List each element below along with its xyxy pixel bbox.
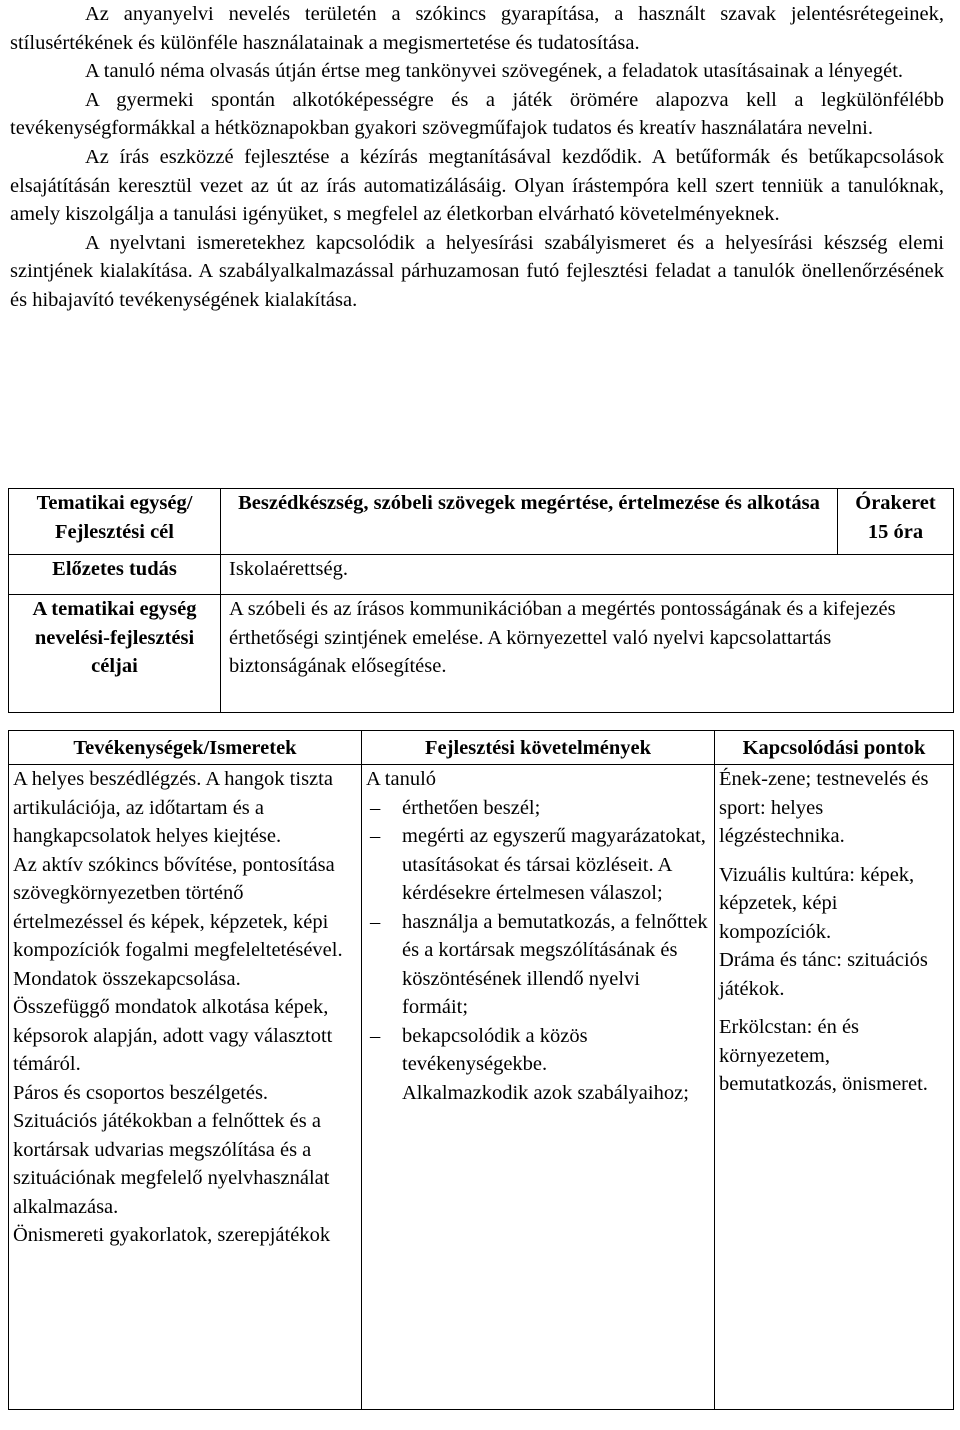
link-item: Erkölcstan: én és környezetem, bemutatkozás, önismeret.: [719, 1016, 928, 1095]
requirements-cell: [362, 765, 715, 1410]
intro-paragraph: Az írás eszközzé fejlesztése a kézírás megtanításával kezdődik. A betűformák és betűkapcsolások elsajátításán keresztül vezet az út az írás automatizálásáig. Olyan írástempóra kell szert tenniük a tanulóknak, amely kiszolgálja a tanulási igényüket, s megfelel az életkorban elvárható követelményeknek.: [10, 145, 944, 226]
links-cell: [715, 765, 954, 1410]
requirements-intro: A tanuló: [366, 768, 437, 790]
content-table: [8, 730, 954, 1410]
link-item: Dráma és tánc: szituációs játékok.: [719, 949, 928, 1000]
hours-label: Órakeret: [855, 492, 936, 514]
activity-item: Mondatok összekapcsolása.: [13, 967, 241, 990]
col-header-links: Kapcsolódási pontok: [715, 731, 954, 765]
unit-title: Beszédkészség, szóbeli szövegek megértése, értelmezése és alkotása: [221, 489, 838, 555]
hours-cell: [838, 489, 954, 555]
goals-value: A szóbeli és az írásos kommunikációban a megértés pontosságának és a kifejezés érthetőségi szintjének emelése. A környezettel való nyelvi kapcsolattartás biztonságának elősegítése.: [221, 595, 954, 713]
intro-paragraph: Az anyanyelvi nevelés területén a szókincs gyarapítása, a használt szavak jelentésrétegeinek, stílusértékének és különféle használatainak a megismertetése és tudatosítása.: [10, 3, 944, 54]
intro-paragraph: A nyelvtani ismeretekhez kapcsolódik a helyesírási szabályismeret és a helyesírási készség elemi szintjének kialakítása. A szabályalkalmazással párhuzamosan futó fejlesztési feladat a tanulók önellenőrzésének és hibajavító tevékenységének kialakítása.: [10, 231, 944, 311]
activities-cell: [9, 765, 362, 1410]
intro-paragraph: A gyermeki spontán alkotóképességre és a játék örömére alapozva kell a legkülönfélébb tevékenységformákkal a hétköznapokban gyakori szövegműfajok tudatos és kreatív használatára nevelni.: [10, 88, 944, 140]
unit-label: Tematikai egység/ Fejlesztési cél: [9, 489, 221, 555]
requirement-item: – bekapcsolódik a közös tevékenységekbe.: [366, 1022, 710, 1079]
activity-item: Páros és csoportos beszélgetés.: [13, 1081, 269, 1104]
requirement-item: – érthetően beszél;: [366, 794, 710, 823]
col-header-activities: Tevékenységek/Ismeretek: [9, 731, 362, 765]
goals-label: A tematikai egység nevelési-fejlesztési céljai: [9, 595, 221, 713]
activity-item: A helyes beszédlégzés. A hangok tiszta artikulációja, az időtartam és a hangkapcsolatok helyes kiejtése.: [13, 768, 333, 847]
link-item: Ének-zene; testnevelés és sport: helyes légzéstechnika.: [719, 768, 929, 847]
activity-item: Az aktív szókincs bővítése, pontosítása szövegkörnyezetben történő értelmezéssel és képek, képzetek, képi kompozíciók fogalmi megfeleltetésével.: [13, 853, 343, 961]
activity-item: Önismereti gyakorlatok, szerepjátékok: [13, 1224, 331, 1246]
link-item: Vizuális kultúra: képek, képzetek, képi kompozíciók.: [719, 863, 915, 943]
activity-item: Szituációs játékokban a felnőttek és a kortársak udvarias megszólítása és a szituációnak megfelelő nyelvhasználat alkalmazása.: [13, 1110, 330, 1218]
requirement-tail: Alkalmazkodik azok szabályaihoz;: [402, 1081, 689, 1104]
prior-knowledge-value: Iskolaérettség.: [221, 555, 954, 595]
intro-paragraph: A tanuló néma olvasás útján értse meg tankönyvei szövegének, a feladatok utasításainak a lényegét.: [85, 60, 904, 83]
requirement-item: – használja a bemutatkozás, a felnőttek és a kortársak megszólításának és köszöntésének illendő nyelvi formáit;: [366, 908, 710, 1022]
requirement-item: – megérti az egyszerű magyarázatokat, utasításokat és társai közléseit. A kérdésekre értelmesen válaszol;: [366, 822, 710, 908]
unit-table: [8, 488, 954, 713]
intro-text: [10, 0, 944, 315]
prior-knowledge-label: Előzetes tudás: [9, 555, 221, 595]
hours-value: 15 óra: [867, 520, 924, 543]
col-header-requirements: Fejlesztési követelmények: [362, 731, 715, 765]
activity-item: Összefüggő mondatok alkotása képek, képsorok alapján, adott vagy választott témáról.: [13, 996, 333, 1075]
